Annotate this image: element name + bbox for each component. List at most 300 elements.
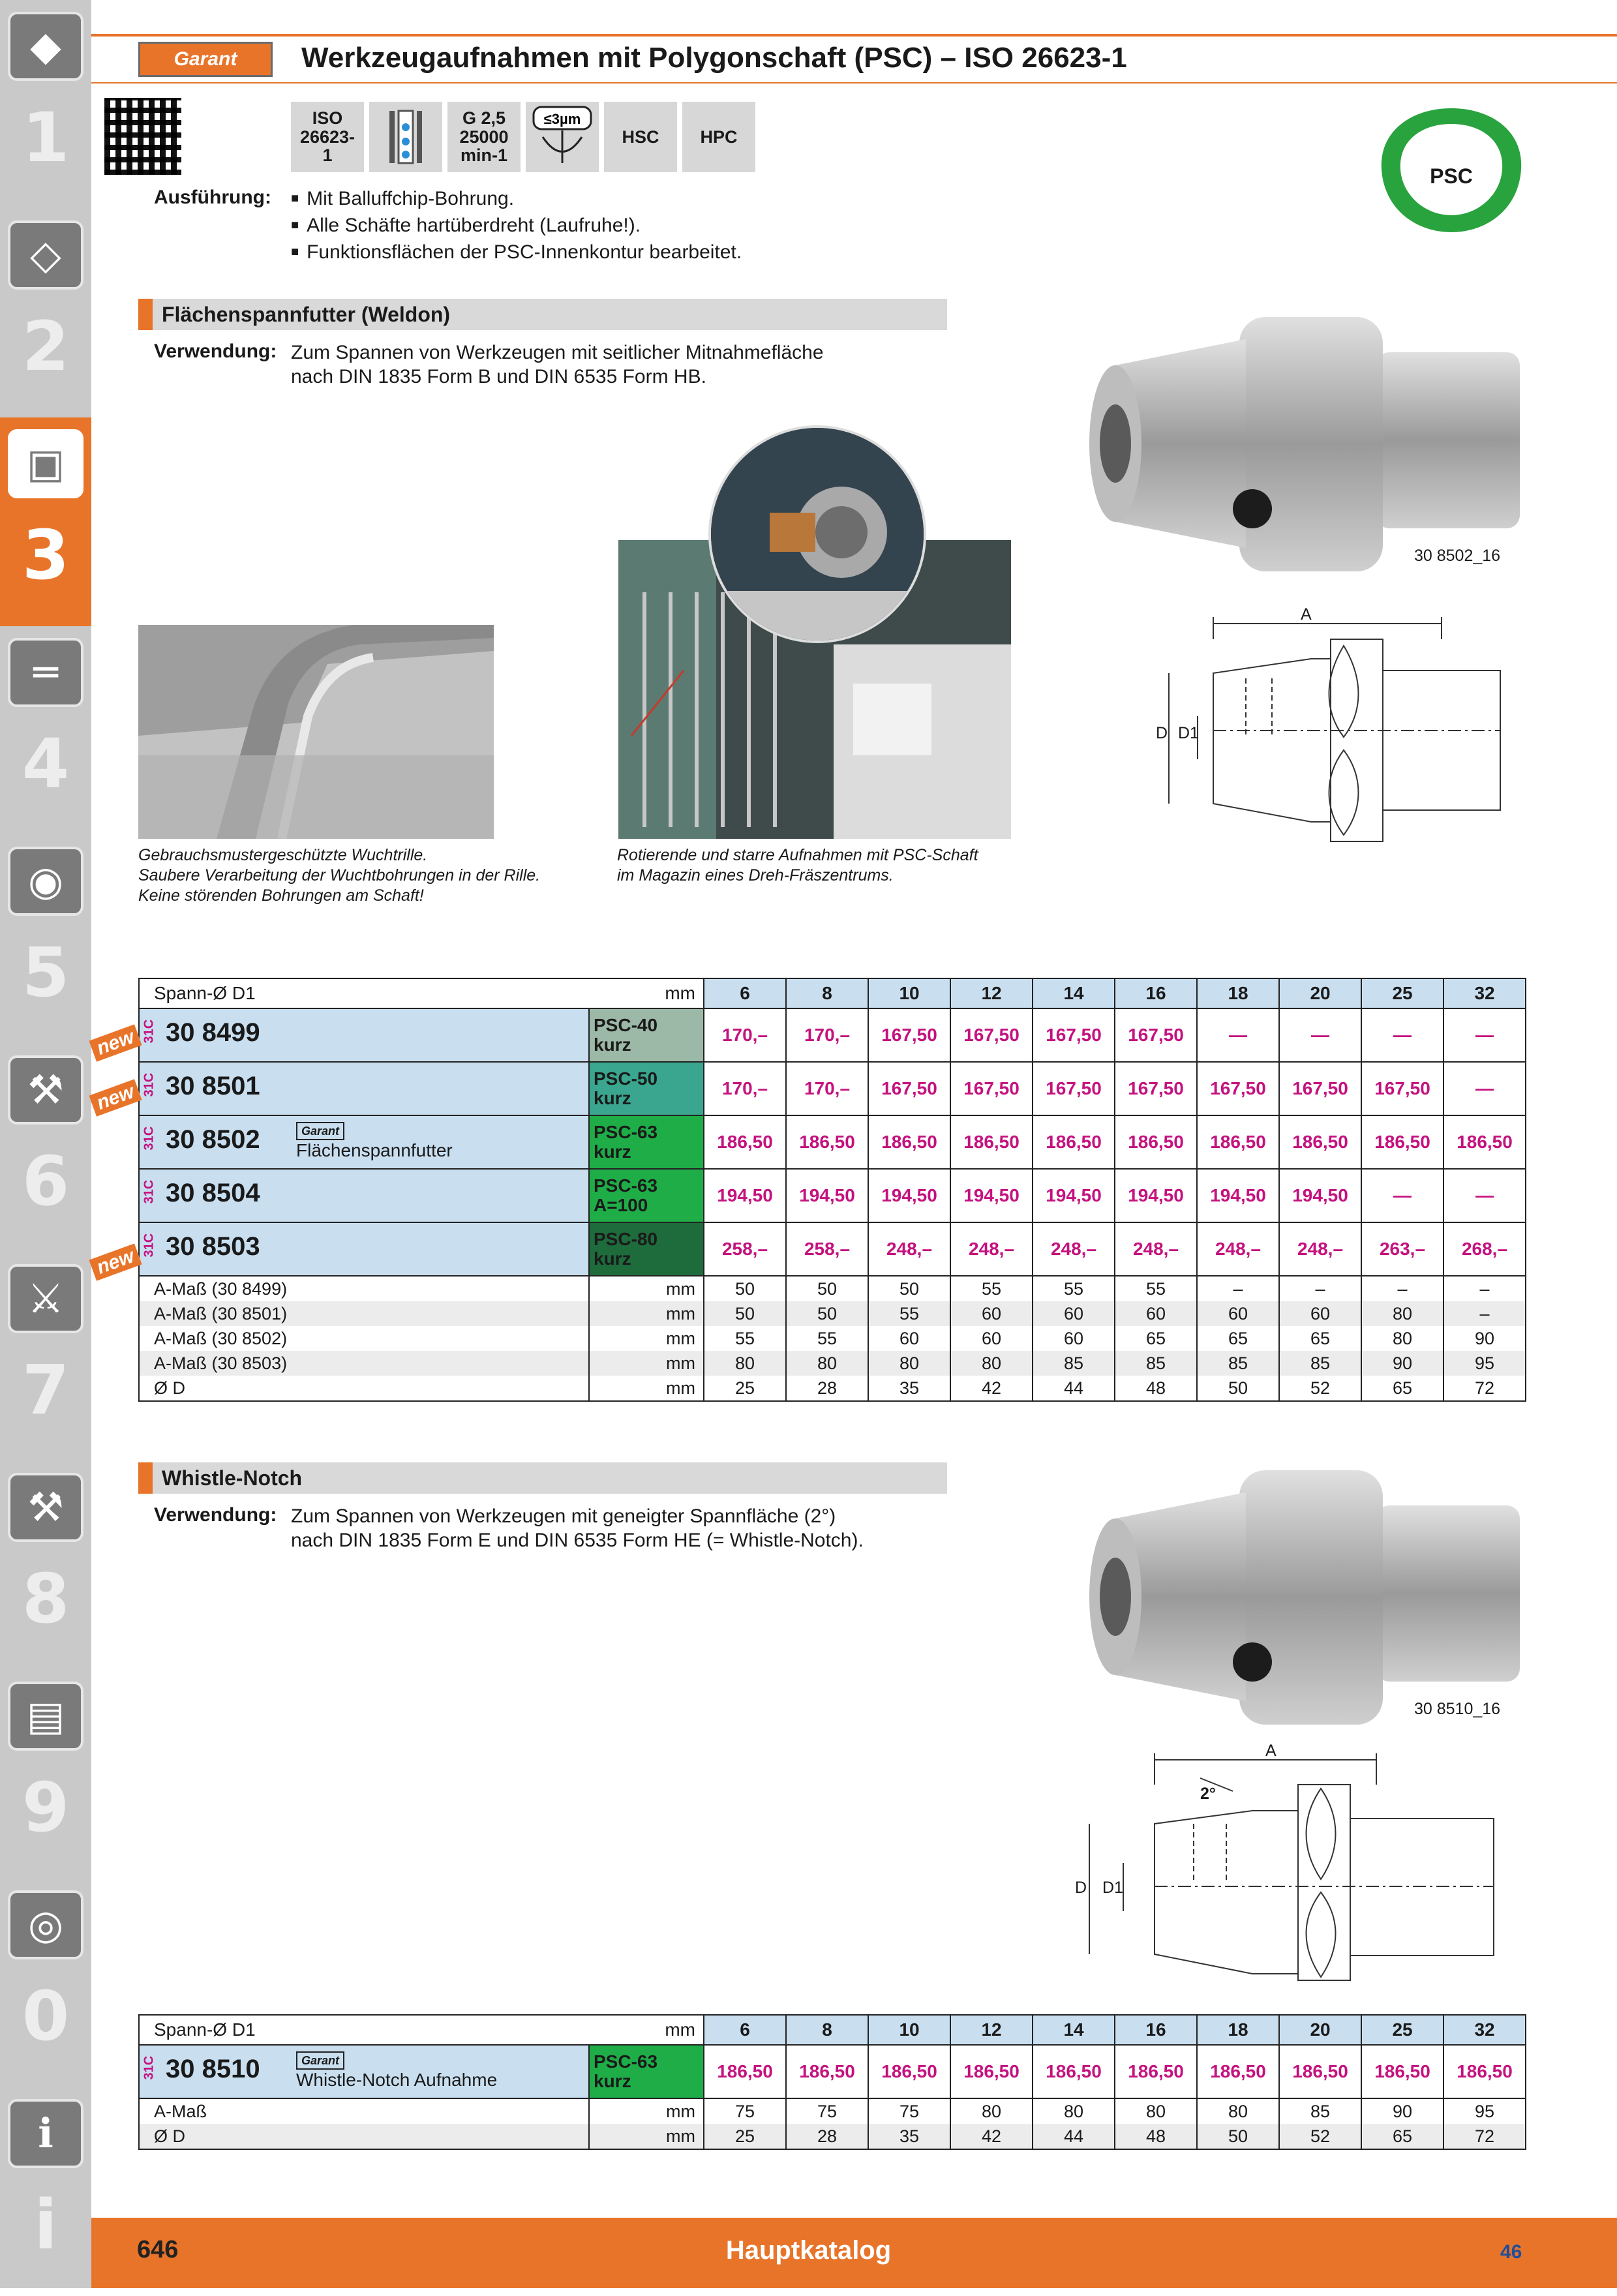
- chapter-number: 7: [22, 1350, 70, 1430]
- article-cell[interactable]: [139, 1115, 589, 1169]
- price-cell: 186,50: [1033, 2045, 1115, 2098]
- article-number: 30 8510: [166, 2055, 260, 2083]
- dimension-label: A-Maß (30 8501): [139, 1301, 589, 1326]
- price-cell: 194,50: [1115, 1169, 1197, 1222]
- psc-size: PSC-63: [594, 2051, 658, 2072]
- price-cell: 248,–: [950, 1222, 1033, 1276]
- size-header-cell: 20: [1279, 978, 1361, 1008]
- dimension-value: –: [1361, 1276, 1443, 1301]
- badge-iso: ISO 26623-1: [291, 102, 364, 172]
- dimension-value: 80: [704, 1351, 786, 1376]
- table-row: [139, 1008, 1526, 1062]
- psc-size-cell: [589, 1008, 704, 1062]
- header-rule: [91, 34, 1617, 37]
- caption-groove: Gebrauchsmustergeschützte Wuchtrille. Saubere Verarbeitung der Wuchtbohrungen in der Rille. Keine störenden Bohrungen am Schaft!: [138, 846, 541, 905]
- dimension-value: 90: [1443, 1326, 1526, 1351]
- info-icon-glyph: ℹ: [38, 2109, 53, 2157]
- dimension-label: A-Maß: [139, 2098, 589, 2124]
- dimension-value: 80: [1197, 2098, 1279, 2124]
- safety-glasses-icon-glyph: ◎: [27, 1901, 64, 1948]
- price-cell: 170,–: [704, 1062, 786, 1115]
- dimension-value: 85: [1197, 1351, 1279, 1376]
- size-header-cell: 8: [786, 2015, 868, 2045]
- dimension-value: 55: [950, 1276, 1033, 1301]
- dimension-value: 75: [868, 2098, 950, 2124]
- article-number: 30 8499: [166, 1018, 260, 1047]
- price-cell: 268,–: [1443, 1222, 1526, 1276]
- insert-icon-glyph: ◇: [30, 231, 61, 279]
- dimension-value: 50: [1197, 2124, 1279, 2149]
- article-number: 30 8502: [166, 1125, 260, 1154]
- chapter-number: 9: [22, 1768, 70, 1847]
- dimension-value: 80: [1361, 1326, 1443, 1351]
- price-cell: 186,50: [1361, 1115, 1443, 1169]
- chapter-tab-0[interactable]: [0, 1879, 91, 2087]
- verwendung-label: Verwendung:: [154, 1504, 277, 1526]
- size-header-cell: 16: [1115, 978, 1197, 1008]
- new-badge: new: [89, 1243, 142, 1280]
- price-cell: 167,50: [950, 1008, 1033, 1062]
- dimension-value: 50: [868, 1276, 950, 1301]
- psc-size-cell: [589, 1115, 704, 1169]
- dimension-value: 60: [1197, 1301, 1279, 1326]
- header-rule-bottom: [91, 82, 1617, 83]
- dimension-value: 42: [950, 2124, 1033, 2149]
- size-header-cell: 25: [1361, 978, 1443, 1008]
- price-cell: —: [1443, 1062, 1526, 1115]
- psc-size-cell: [589, 1222, 704, 1276]
- product-name: Whistle-Notch Aufnahme: [296, 2070, 498, 2090]
- dimension-value: 28: [786, 2124, 868, 2149]
- price-cell: 186,50: [704, 1115, 786, 1169]
- caption-machine: Rotierende und starre Aufnahmen mit PSC-Schaft im Magazin eines Dreh-Fräszentrums.: [617, 846, 978, 884]
- dimension-value: 75: [786, 2098, 868, 2124]
- dimension-row: [139, 2124, 1526, 2149]
- size-header-cell: 6: [704, 978, 786, 1008]
- size-header-cell: 10: [868, 978, 950, 1008]
- price-cell: 248,–: [1197, 1222, 1279, 1276]
- chapter-tab-5[interactable]: [0, 835, 91, 1044]
- table-row: [139, 1062, 1526, 1115]
- dimension-value: –: [1443, 1276, 1526, 1301]
- chapter-number: 2: [22, 307, 70, 386]
- price-cell: 186,50: [1033, 1115, 1115, 1169]
- badge-hsc: HSC: [604, 102, 677, 172]
- size-header-cell: 14: [1033, 2015, 1115, 2045]
- photo-machine-detail: [708, 425, 926, 643]
- size-header-cell: 32: [1443, 2015, 1526, 2045]
- price-cell: 186,50: [868, 1115, 950, 1169]
- verwendung-text: Zum Spannen von Werkzeugen mit geneigter Spannfläche (2°) nach DIN 1835 Form E und DIN 6535 Form HE (= Whistle-Notch).: [291, 1505, 864, 1551]
- badge-hpc: HPC: [682, 102, 755, 172]
- table-header-row: [139, 978, 1526, 1008]
- dimension-value: 85: [1279, 1351, 1361, 1376]
- page-title: Werkzeugaufnahmen mit Polygonschaft (PSC) – ISO 26623-1: [301, 42, 1127, 74]
- price-cell: 194,50: [1279, 1169, 1361, 1222]
- article-code: 31C: [142, 1179, 157, 1204]
- price-cell: 167,50: [1033, 1008, 1115, 1062]
- article-number: 30 8503: [166, 1232, 260, 1261]
- dimension-value: 60: [868, 1326, 950, 1351]
- chapter-tab-4[interactable]: [0, 626, 91, 835]
- dim-a-label: A: [1265, 1742, 1277, 1760]
- dimension-label: Ø D: [139, 1376, 589, 1401]
- dimension-value: 55: [704, 1326, 786, 1351]
- chapter-number: i: [34, 2185, 57, 2265]
- dimension-value: 95: [1443, 2098, 1526, 2124]
- size-header-cell: 16: [1115, 2015, 1197, 2045]
- dimension-value: 48: [1115, 1376, 1197, 1401]
- psc-size: PSC-40: [594, 1015, 658, 1035]
- dimension-row: [139, 1351, 1526, 1376]
- dimension-value: 80: [1361, 1301, 1443, 1326]
- dimension-value: 72: [1443, 1376, 1526, 1401]
- dimension-value: 55: [1033, 1276, 1115, 1301]
- size-header-label: [139, 978, 704, 1008]
- dimension-row: [139, 2098, 1526, 2124]
- price-cell: 167,50: [950, 1062, 1033, 1115]
- dim-angle-label: 2°: [1200, 1785, 1216, 1803]
- price-cell: 258,–: [786, 1222, 868, 1276]
- price-cell: 194,50: [704, 1169, 786, 1222]
- dimension-row: [139, 1301, 1526, 1326]
- dimension-value: 44: [1033, 1376, 1115, 1401]
- pliers-icon-glyph: ⚔: [27, 1275, 64, 1322]
- article-cell[interactable]: [139, 1062, 589, 1115]
- price-cell: 167,50: [1197, 1062, 1279, 1115]
- dimension-value: 65: [1361, 1376, 1443, 1401]
- ausfuehrung-item: ■ Mit Balluffchip-Bohrung.: [291, 187, 742, 213]
- dimension-value: –: [1197, 1276, 1279, 1301]
- dimension-value: 90: [1361, 1351, 1443, 1376]
- chapter-tab-1[interactable]: [0, 0, 91, 209]
- size-header-cell: 8: [786, 978, 868, 1008]
- dimension-value: 85: [1033, 1351, 1115, 1376]
- dimension-unit: mm: [589, 2124, 704, 2149]
- runout-label: ≤3µm: [543, 111, 581, 127]
- dimension-value: 48: [1115, 2124, 1197, 2149]
- dimension-value: 50: [1197, 1376, 1279, 1401]
- price-cell: —: [1279, 1008, 1361, 1062]
- price-cell: —: [1197, 1008, 1279, 1062]
- price-cell: 167,50: [1115, 1008, 1197, 1062]
- dimension-value: 80: [1115, 2098, 1197, 2124]
- dimension-label: Ø D: [139, 2124, 589, 2149]
- psc-size: PSC-80: [594, 1229, 658, 1249]
- dimension-value: 65: [1279, 1326, 1361, 1351]
- article-code: 31C: [142, 1233, 157, 1258]
- dimension-value: –: [1443, 1301, 1526, 1326]
- chapter-tab-2[interactable]: [0, 209, 91, 417]
- dimension-value: 72: [1443, 2124, 1526, 2149]
- dimension-value: 50: [786, 1276, 868, 1301]
- psc-size: PSC-63: [594, 1175, 658, 1196]
- dimension-value: 50: [786, 1301, 868, 1326]
- dimension-value: 25: [704, 1376, 786, 1401]
- cabinet-icon-glyph: ▤: [26, 1692, 65, 1740]
- product-name-block: [296, 2048, 497, 2091]
- chapter-number: 8: [22, 1559, 70, 1639]
- size-header-label: [139, 2015, 704, 2045]
- psc-variant: kurz: [594, 1088, 631, 1108]
- table-row: [139, 1222, 1526, 1276]
- technical-drawing-weldon: [1148, 600, 1539, 848]
- dimension-row: [139, 1326, 1526, 1351]
- psc-variant: kurz: [594, 1248, 631, 1269]
- size-header-cell: 12: [950, 978, 1033, 1008]
- chapter-number: 6: [22, 1141, 70, 1221]
- psc-logo: [1376, 104, 1526, 235]
- photo-code: 30 8510_16: [1414, 1700, 1501, 1718]
- dimension-value: 25: [704, 2124, 786, 2149]
- header-label: Spann-Ø D1: [154, 2019, 256, 2040]
- dimension-value: 28: [786, 1376, 868, 1401]
- dimension-value: 80: [950, 2098, 1033, 2124]
- dimension-value: 80: [868, 1351, 950, 1376]
- dimension-value: 42: [950, 1376, 1033, 1401]
- verwendung-label: Verwendung:: [154, 340, 277, 362]
- price-cell: 170,–: [786, 1062, 868, 1115]
- size-header-cell: 32: [1443, 978, 1526, 1008]
- dimension-value: 35: [868, 1376, 950, 1401]
- price-cell: —: [1443, 1008, 1526, 1062]
- dimension-value: 80: [786, 1351, 868, 1376]
- price-cell: 167,50: [868, 1008, 950, 1062]
- section-header-weldon: [138, 299, 947, 330]
- dimension-value: 35: [868, 2124, 950, 2149]
- catalog-name: Hauptkatalog: [725, 2236, 892, 2265]
- dimension-value: 90: [1361, 2098, 1443, 2124]
- dimension-value: 52: [1279, 2124, 1361, 2149]
- price-table-whistle-notch: [138, 2014, 1526, 2150]
- badge-balance: G 2,5 25000 min-1: [447, 102, 521, 172]
- photo-code: 30 8502_16: [1414, 547, 1501, 565]
- dimension-value: 75: [704, 2098, 786, 2124]
- dim-a-label: A: [1301, 605, 1312, 624]
- article-cell[interactable]: [139, 1169, 589, 1222]
- dimension-value: 60: [950, 1326, 1033, 1351]
- price-cell: 186,50: [1279, 1115, 1361, 1169]
- dimension-label: A-Maß (30 8502): [139, 1326, 589, 1351]
- dimension-value: 65: [1197, 1326, 1279, 1351]
- dimension-value: 80: [1033, 2098, 1115, 2124]
- price-cell: 186,50: [1197, 2045, 1279, 2098]
- dim-d1-label: D1: [1178, 724, 1199, 742]
- qr-code-icon[interactable]: [104, 98, 181, 175]
- price-cell: 167,50: [1033, 1062, 1115, 1115]
- dimension-value: 60: [950, 1301, 1033, 1326]
- new-badge: new: [89, 1024, 142, 1061]
- drill-icon-glyph: ◆: [30, 22, 61, 70]
- chapter-number: 1: [22, 98, 70, 177]
- price-cell: —: [1443, 1169, 1526, 1222]
- ausfuehrung-label: Ausführung:: [154, 187, 271, 208]
- price-cell: 167,50: [868, 1062, 950, 1115]
- runout-icon: [526, 102, 599, 172]
- dimension-value: 55: [1115, 1276, 1197, 1301]
- dimension-value: 50: [704, 1276, 786, 1301]
- section-title: Whistle-Notch: [162, 1466, 303, 1490]
- price-table-weldon: [138, 978, 1526, 1402]
- dimension-unit: mm: [589, 1326, 704, 1351]
- price-cell: 167,50: [1361, 1062, 1443, 1115]
- new-badge: new: [89, 1079, 142, 1116]
- psc-size-cell: [589, 1169, 704, 1222]
- product-name-block: [296, 1119, 453, 1161]
- price-cell: 186,50: [1115, 1115, 1197, 1169]
- dimension-unit: mm: [589, 1301, 704, 1326]
- dimension-value: 60: [1279, 1301, 1361, 1326]
- dimension-unit: mm: [589, 1351, 704, 1376]
- dimension-value: 85: [1115, 1351, 1197, 1376]
- toolholder-icon-glyph: ▣: [26, 440, 65, 487]
- dim-d-label: D: [1156, 724, 1168, 742]
- price-cell: 186,50: [1279, 2045, 1361, 2098]
- price-cell: —: [1361, 1008, 1443, 1062]
- chapter-tab-7[interactable]: [0, 1252, 91, 1461]
- article-cell[interactable]: [139, 1008, 589, 1062]
- chapter-tab-9[interactable]: [0, 1670, 91, 1879]
- ausfuehrung-list: [291, 187, 742, 267]
- price-cell: 186,50: [786, 1115, 868, 1169]
- dimension-value: 55: [786, 1326, 868, 1351]
- price-cell: 186,50: [950, 1115, 1033, 1169]
- article-code: 31C: [142, 2055, 157, 2080]
- dimension-value: 52: [1279, 1376, 1361, 1401]
- dimension-value: 65: [1361, 2124, 1443, 2149]
- photo-balance-groove: [138, 625, 494, 839]
- dimension-value: 60: [1033, 1301, 1115, 1326]
- article-number: 30 8504: [166, 1179, 260, 1207]
- price-cell: 194,50: [786, 1169, 868, 1222]
- dimension-value: 95: [1443, 1351, 1526, 1376]
- dimension-value: 44: [1033, 2124, 1115, 2149]
- psc-variant: kurz: [594, 2071, 631, 2091]
- header-unit: mm: [665, 2019, 696, 2040]
- garant-logo: Garant: [138, 42, 273, 77]
- grinding-disc-icon-glyph: ◉: [27, 857, 64, 905]
- price-cell: 258,–: [704, 1222, 786, 1276]
- price-cell: 170,–: [704, 1008, 786, 1062]
- dimension-label: A-Maß (30 8499): [139, 1276, 589, 1301]
- psc-size: PSC-50: [594, 1068, 658, 1089]
- psc-variant: kurz: [594, 1035, 631, 1055]
- dim-d-label: D: [1075, 1879, 1087, 1897]
- chapter-number: 4: [22, 724, 70, 804]
- page-number: 646: [137, 2236, 179, 2263]
- dimension-value: 85: [1279, 2098, 1361, 2124]
- price-cell: 263,–: [1361, 1222, 1443, 1276]
- dimension-value: 80: [950, 1351, 1033, 1376]
- chapter-number: 0: [22, 1976, 70, 2056]
- dimension-row: [139, 1376, 1526, 1401]
- dimension-value: 60: [1115, 1301, 1197, 1326]
- psc-size-cell: [589, 2045, 704, 2098]
- table-row: [139, 2045, 1526, 2098]
- price-cell: 186,50: [950, 2045, 1033, 2098]
- dimension-value: 60: [1033, 1326, 1115, 1351]
- price-cell: 186,50: [704, 2045, 786, 2098]
- size-header-cell: 6: [704, 2015, 786, 2045]
- price-cell: 194,50: [1033, 1169, 1115, 1222]
- size-header-cell: 20: [1279, 2015, 1361, 2045]
- article-number: 30 8501: [166, 1072, 260, 1100]
- psc-logo-label: PSC: [1430, 164, 1473, 188]
- section-header-whistle-notch: [138, 1462, 947, 1494]
- dimension-value: 50: [704, 1301, 786, 1326]
- dim-d1-label: D1: [1102, 1879, 1123, 1897]
- price-cell: —: [1361, 1169, 1443, 1222]
- chapter-number: 5: [22, 933, 70, 1012]
- page-reference: 46: [1500, 2241, 1522, 2263]
- header-unit: mm: [665, 983, 696, 1003]
- size-header-cell: 10: [868, 2015, 950, 2045]
- size-header-cell: 12: [950, 2015, 1033, 2045]
- dimension-value: 65: [1115, 1326, 1197, 1351]
- size-header-cell: 25: [1361, 2015, 1443, 2045]
- dimension-unit: mm: [589, 2098, 704, 2124]
- ausfuehrung-item: ■ Funktionsflächen der PSC-Innenkontur bearbeitet.: [291, 240, 742, 267]
- coolant-icon: [369, 102, 442, 172]
- chapter-number: 3: [22, 515, 70, 595]
- price-cell: 194,50: [1197, 1169, 1279, 1222]
- price-cell: 186,50: [1115, 2045, 1197, 2098]
- wrench-icon-glyph: ⚒: [27, 1066, 64, 1113]
- price-cell: 186,50: [1443, 2045, 1526, 2098]
- garant-mini-logo: Garant: [296, 2051, 344, 2070]
- price-cell: 248,–: [1279, 1222, 1361, 1276]
- dimension-row: [139, 1276, 1526, 1301]
- price-cell: 186,50: [1197, 1115, 1279, 1169]
- size-header-cell: 18: [1197, 978, 1279, 1008]
- price-cell: 170,–: [786, 1008, 868, 1062]
- article-cell[interactable]: [139, 1222, 589, 1276]
- dimension-unit: mm: [589, 1276, 704, 1301]
- dimension-unit: mm: [589, 1376, 704, 1401]
- dimension-value: –: [1279, 1276, 1361, 1301]
- price-cell: 194,50: [868, 1169, 950, 1222]
- caliper-icon-glyph: ═: [33, 648, 58, 696]
- table-row: [139, 1115, 1526, 1169]
- chapter-tab-6[interactable]: [0, 1044, 91, 1252]
- photo-flaechenspannfutter: [1089, 313, 1526, 574]
- section-title: Flächenspannfutter (Weldon): [162, 303, 451, 326]
- photo-whistle-notch: [1089, 1466, 1526, 1727]
- size-header-cell: 14: [1033, 978, 1115, 1008]
- article-code: 31C: [142, 1072, 157, 1097]
- psc-size-cell: [589, 1062, 704, 1115]
- technical-drawing-whistle-notch: [1070, 1742, 1526, 1993]
- header-label: Spann-Ø D1: [154, 983, 256, 1003]
- psc-variant: kurz: [594, 1141, 631, 1162]
- chapter-tab-8[interactable]: [0, 1461, 91, 1670]
- chapter-tab-3[interactable]: [0, 417, 91, 626]
- price-cell: 186,50: [1443, 1115, 1526, 1169]
- dimension-label: A-Maß (30 8503): [139, 1351, 589, 1376]
- table-row: [139, 1169, 1526, 1222]
- price-cell: 186,50: [786, 2045, 868, 2098]
- table-header-row: [139, 2015, 1526, 2045]
- garant-mini-logo: Garant: [296, 1122, 344, 1140]
- product-name: Flächenspannfutter: [296, 1140, 453, 1160]
- workbench-icon-glyph: ⚒: [27, 1483, 64, 1531]
- size-header-cell: 18: [1197, 2015, 1279, 2045]
- price-cell: 167,50: [1115, 1062, 1197, 1115]
- dimension-value: 55: [868, 1301, 950, 1326]
- psc-size: PSC-63: [594, 1122, 658, 1142]
- article-cell[interactable]: [139, 2045, 589, 2098]
- price-cell: 186,50: [868, 2045, 950, 2098]
